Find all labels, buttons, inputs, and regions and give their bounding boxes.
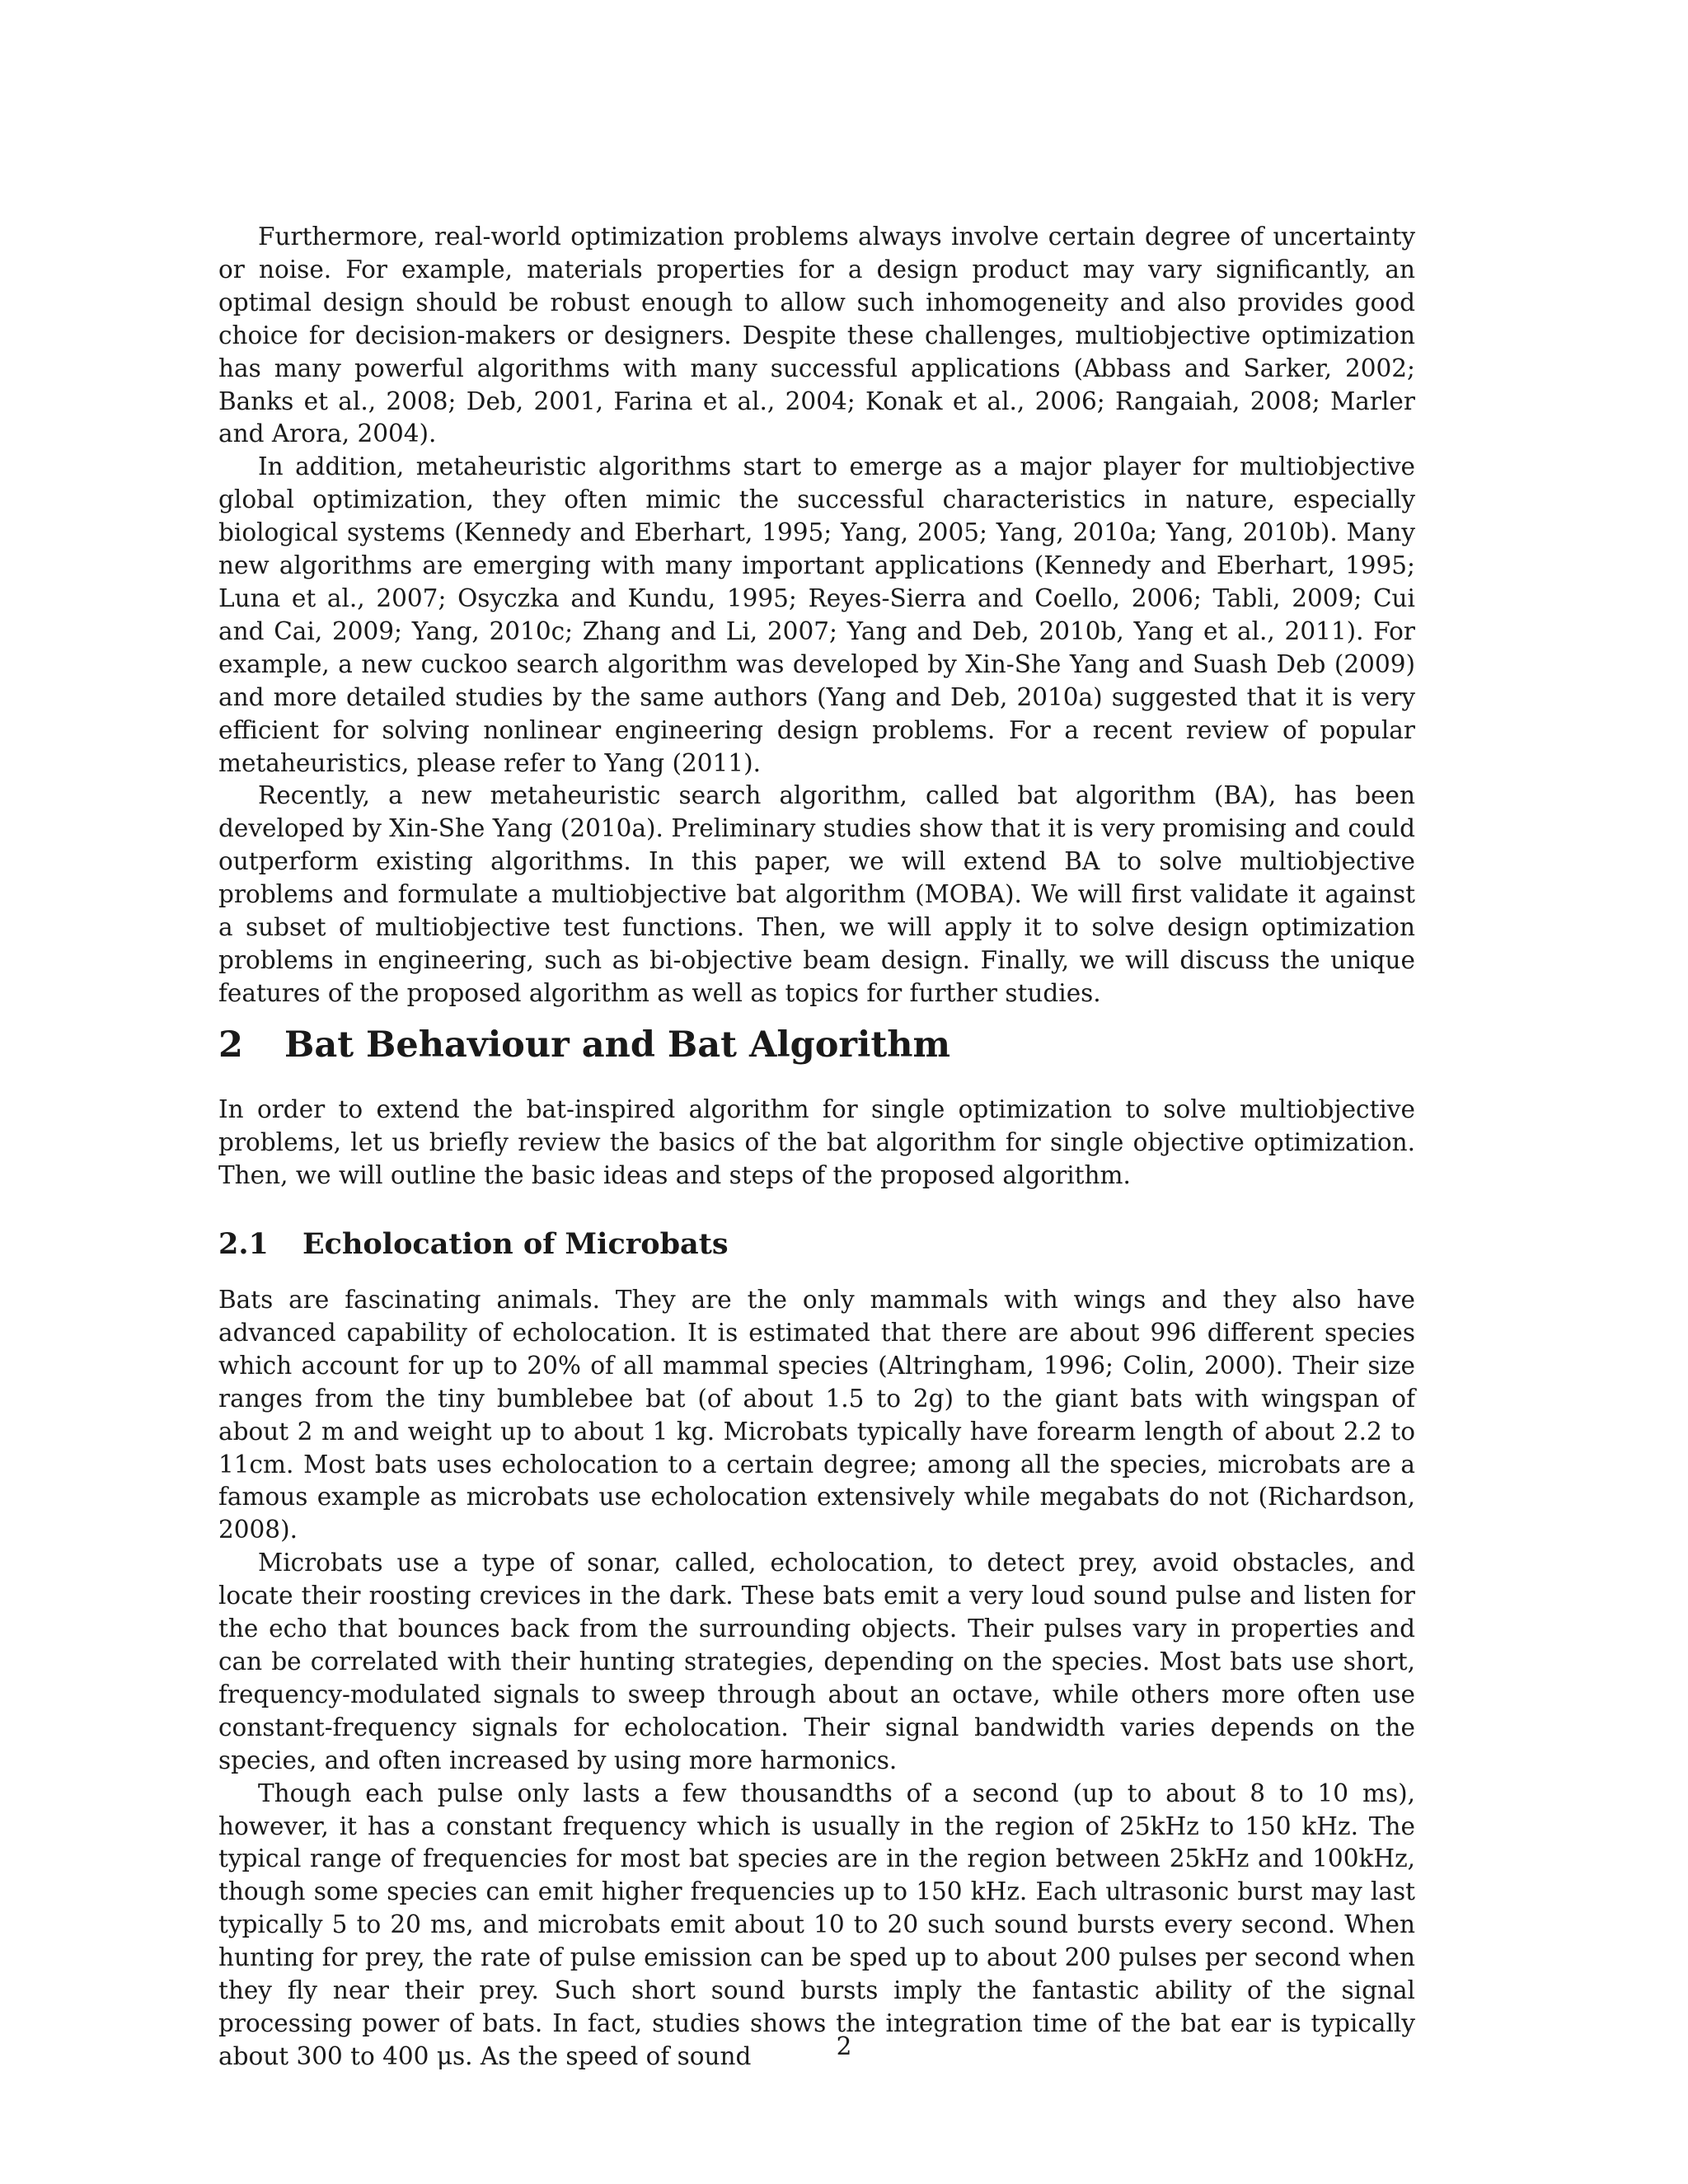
section-2-1-heading <box>218 1226 729 1263</box>
section-2-text <box>218 1094 1415 1193</box>
section-2-1-paragraph-3: Though each pulse only lasts a few thousandths of a second (up to about 8 to 10 ms), however, it has a constant frequency which is usually in the region of 25kHz to 150 kHz. The typical range of frequencies for most bat species are in the region between 25kHz and 100kHz, though some species can emit higher frequencies up to 150 kHz. Each ultrasonic burst may last typically 5 to 20 ms, and microbats emit about 10 to 20 such sound bursts every second. When hunting for prey, the rate of pulse emission can be sped up to about 200 pulses per second when they fly near their prey. Such short sound bursts imply the fantastic ability of the signal processing power of bats. In fact, studies shows the integration time of the bat ear is typically about 300 to 400 μs. As the speed of sound <box>218 1779 1415 2070</box>
intro-paragraph-3: Recently, a new metaheuristic search algorithm, called bat algorithm (BA), has been developed by Xin-She Yang (2010a). Preliminary studies show that it is very promising and could outperform existing algorithms. In this paper, we will extend BA to solve multiobjective problems and formulate a multiobjective bat algorithm (MOBA). We will first validate it against a subset of multiobjective test functions. Then, we will apply it to solve design optimization problems in engineering, such as bi-objective beam design. Finally, we will discuss the unique features of the proposed algorithm as well as topics for further studies. <box>218 781 1415 1007</box>
section-2-heading <box>218 1024 950 1066</box>
section-2-1-title: Echolocation of Microbats <box>302 1227 729 1261</box>
intro-paragraph-1: Furthermore, real-world optimization problems always involve certain degree of uncertainty or noise. For example, materials properties for a design product may vary significantly, an optimal design should be robust enough to allow such inhomogeneity and also provides good choice for decision-makers or designers. Despite these challenges, multiobjective optimization has many powerful algorithms with many successful applications (Abbass and Sarker, 2002; Banks et al., 2008; Deb, 2001, Farina et al., 2004; Konak et al., 2006; Rangaiah, 2008; Marler and Arora, 2004). <box>218 223 1415 448</box>
section-2-1-paragraph-2: Microbats use a type of sonar, called, echolocation, to detect prey, avoid obstacles, and locate their roosting crevices in the dark. These bats emit a very loud sound pulse and listen for the echo that bounces back from the surrounding objects. Their pulses vary in properties and can be correlated with their hunting strategies, depending on the species. Most bats use short, frequency-modulated signals to sweep through about an octave, while others more often use constant-frequency signals for echolocation. Their signal bandwidth varies depends on the species, and often increased by using more harmonics. <box>218 1549 1415 1774</box>
section-2-1-text <box>218 1284 1415 2074</box>
section-2-1-number: 2.1 <box>218 1227 269 1261</box>
intro-text <box>218 221 1415 1010</box>
section-2-paragraph: In order to extend the bat-inspired algorithm for single optimization to solve multiobjective problems, let us briefly review the basics of the bat algorithm for single objective optimization. Then, we will outline the basic ideas and steps of the proposed algorithm. <box>218 1095 1415 1189</box>
intro-paragraph-2: In addition, metaheuristic algorithms start to emerge as a major player for multiobjective global optimization, they often mimic the successful characteristics in nature, especially biological systems (Kennedy and Eberhart, 1995; Yang, 2005; Yang, 2010a; Yang, 2010b). Many new algorithms are emerging with many important applications (Kennedy and Eberhart, 1995; Luna et al., 2007; Osyczka and Kundu, 1995; Reyes-Sierra and Coello, 2006; Tabli, 2009; Cui and Cai, 2009; Yang, 2010c; Zhang and Li, 2007; Yang and Deb, 2010b, Yang et al., 2011). For example, a new cuckoo search algorithm was developed by Xin-She Yang and Suash Deb (2009) and more detailed studies by the same authors (Yang and Deb, 2010a) suggested that it is very efficient for solving nonlinear engineering design problems. For a recent review of popular metaheuristics, please refer to Yang (2011). <box>218 452 1415 777</box>
section-2-1-paragraph-1: Bats are fascinating animals. They are the only mammals with wings and they also have advanced capability of echolocation. It is estimated that there are about 996 different species which account for up to 20% of all mammal species (Altringham, 1996; Colin, 2000). Their size ranges from the tiny bumblebee bat (of about 1.5 to 2g) to the giant bats with wingspan of about 2 m and weight up to about 1 kg. Microbats typically have forearm length of about 2.2 to 11cm. Most bats uses echolocation to a certain degree; among all the species, microbats are a famous example as microbats use echolocation extensively while megabats do not (Richardson, 2008). <box>218 1286 1415 1544</box>
section-2-number: 2 <box>218 1024 243 1066</box>
section-2-title: Bat Behaviour and Bat Algorithm <box>284 1024 951 1066</box>
page-number: 2 <box>836 2032 852 2060</box>
